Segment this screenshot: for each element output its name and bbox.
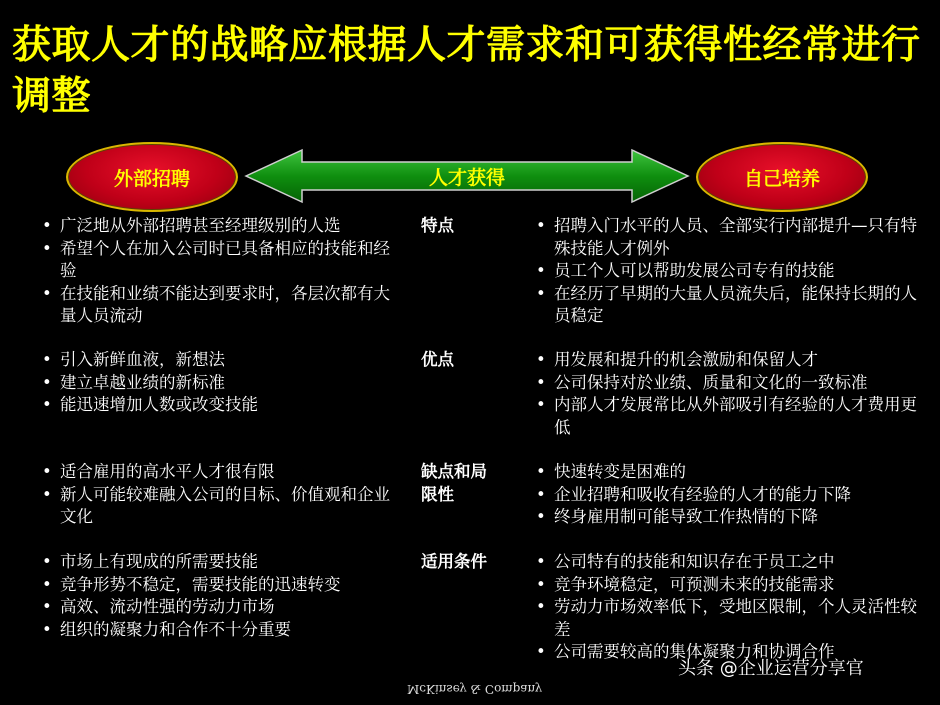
footer-company: McKinsey & Company: [407, 682, 543, 696]
section-1-right: [534, 215, 919, 328]
list-item: • 广泛地从外部招聘甚至经理级别的人选: [40, 215, 400, 238]
list-item: • 引入新鲜血液，新想法: [40, 349, 400, 372]
list-item: • 建立卓越业绩的新标准: [40, 372, 400, 395]
section-3-left: [40, 461, 400, 529]
list-item: • 在技能和业绩不能达到要求时，各层次都有大量人员流动: [40, 283, 400, 328]
list-item: • 市场上有现成的所需要技能: [40, 551, 400, 574]
list-item: • 用发展和提升的机会激励和保留人才: [534, 349, 919, 372]
section-3-label: 缺点和局限性: [421, 462, 487, 504]
list-item: • 公司保持对於业绩、质量和文化的一致标准: [534, 372, 919, 395]
list-item: • 在经历了早期的大量人员流失后，能保持长期的人员稳定: [534, 283, 919, 328]
section-4-right: [534, 551, 919, 664]
list-item: • 高效、流动性强的劳动力市场: [40, 596, 400, 619]
section-3-right: [534, 461, 919, 529]
list-item: • 公司需要较高的集体凝聚力和协调合作: [534, 641, 919, 664]
list-item: • 劳动力市场效率低下，受地区限制，个人灵活性较差: [534, 596, 919, 641]
list-item: • 能迅速增加人数或改变技能: [40, 394, 400, 417]
section-1-label: 特点: [421, 216, 454, 235]
section-2-left: [40, 349, 400, 417]
list-item: • 内部人才发展常比从外部吸引有经验的人才费用更低: [534, 394, 919, 439]
list-item: • 竞争环境稳定，可预测未来的技能需求: [534, 574, 919, 597]
list-item: • 企业招聘和吸收有经验的人才的能力下降: [534, 484, 919, 507]
self-develop-oval: [696, 142, 868, 212]
external-recruit-oval: [66, 142, 238, 212]
section-4-left: [40, 551, 400, 641]
section-1-left: [40, 215, 400, 328]
list-item: • 新人可能较难融入公司的目标、价值观和企业文化: [40, 484, 400, 529]
list-item: • 公司特有的技能和知识存在于员工之中: [534, 551, 919, 574]
section-2-right: [534, 349, 919, 439]
external-recruit-label: 外部招聘: [113, 167, 190, 190]
list-item: • 招聘入门水平的人员、全部实行内部提升—只有特殊技能人才例外: [534, 215, 919, 260]
list-item: • 快速转变是困难的: [534, 461, 919, 484]
watermark: 头条 @企业运营分享官: [678, 658, 864, 679]
list-item: • 员工个人可以帮助发展公司专有的技能: [534, 260, 919, 283]
list-item: • 组织的凝聚力和合作不十分重要: [40, 619, 400, 642]
page-title: 获取人才的战略应根据人才需求和可获得性经常进行调整: [12, 23, 921, 119]
list-item: • 希望个人在加入公司时已具备相应的技能和经验: [40, 238, 400, 283]
section-2-label: 优点: [421, 350, 454, 369]
list-item: • 竞争形势不稳定，需要技能的迅速转变: [40, 574, 400, 597]
list-item: • 适合雇用的高水平人才很有限: [40, 461, 400, 484]
section-4-label: 适用条件: [421, 552, 487, 571]
talent-acquisition-label: 人才获得: [428, 166, 505, 189]
self-develop-label: 自己培养: [743, 167, 820, 190]
list-item: • 终身雇用制可能导致工作热情的下降: [534, 506, 919, 529]
